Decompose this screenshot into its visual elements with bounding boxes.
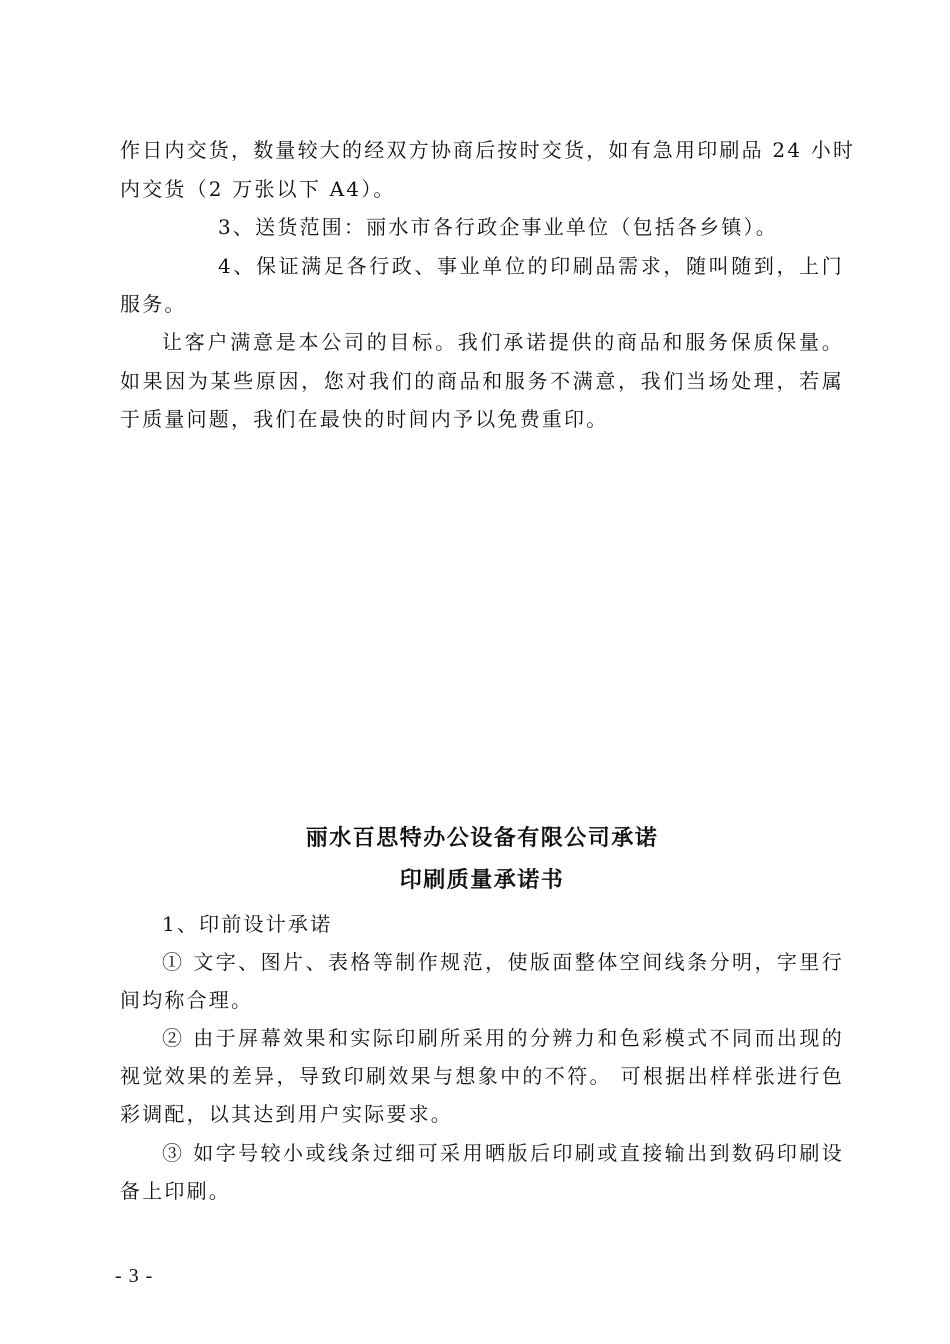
- list-item-4: 4、保证满足各行政、事业单位的印刷品需求，随叫随到，上门: [218, 254, 844, 278]
- clause-1-cont: 间均称合理。: [120, 988, 254, 1012]
- paragraph-line: 如果因为某些原因，您对我们的商品和服务不满意，我们当场处理，若属: [120, 369, 844, 393]
- clause-2: ② 由于屏幕效果和实际印刷所采用的分辨力和色彩模式不同而出现的: [162, 1026, 844, 1050]
- section-heading: 1、印前设计承诺: [162, 912, 333, 936]
- page-number: - 3 -: [115, 1265, 154, 1287]
- list-item-3: 3、送货范围：丽水市各行政企事业单位（包括各乡镇）。: [218, 215, 778, 239]
- company-heading: 丽水百思特办公设备有限公司承诺: [305, 826, 659, 851]
- document-title: 印刷质量承诺书: [399, 868, 565, 893]
- paragraph-line: 于质量问题，我们在最快的时间内予以免费重印。: [120, 407, 609, 431]
- clause-3-cont: 备上印刷。: [120, 1179, 231, 1203]
- text-line: 服务。: [120, 292, 187, 316]
- paragraph-line: 让客户满意是本公司的目标。我们承诺提供的商品和服务保质保量。: [162, 330, 844, 354]
- text-line: 内交货（2 万张以下 A4）。: [120, 177, 396, 201]
- text-line: 作日内交货，数量较大的经双方协商后按时交货，如有急用印刷品 24 小时: [120, 138, 856, 162]
- clause-3: ③ 如字号较小或线条过细可采用晒版后印刷或直接输出到数码印刷设: [162, 1141, 844, 1165]
- clause-1: ① 文字、图片、表格等制作规范，使版面整体空间线条分明，字里行: [162, 950, 844, 974]
- clause-2-cont: 彩调配，以其达到用户实际要求。: [120, 1102, 453, 1126]
- clause-2-cont: 视觉效果的差异，导致印刷效果与想象中的不符。 可根据出样样张进行色: [120, 1064, 844, 1088]
